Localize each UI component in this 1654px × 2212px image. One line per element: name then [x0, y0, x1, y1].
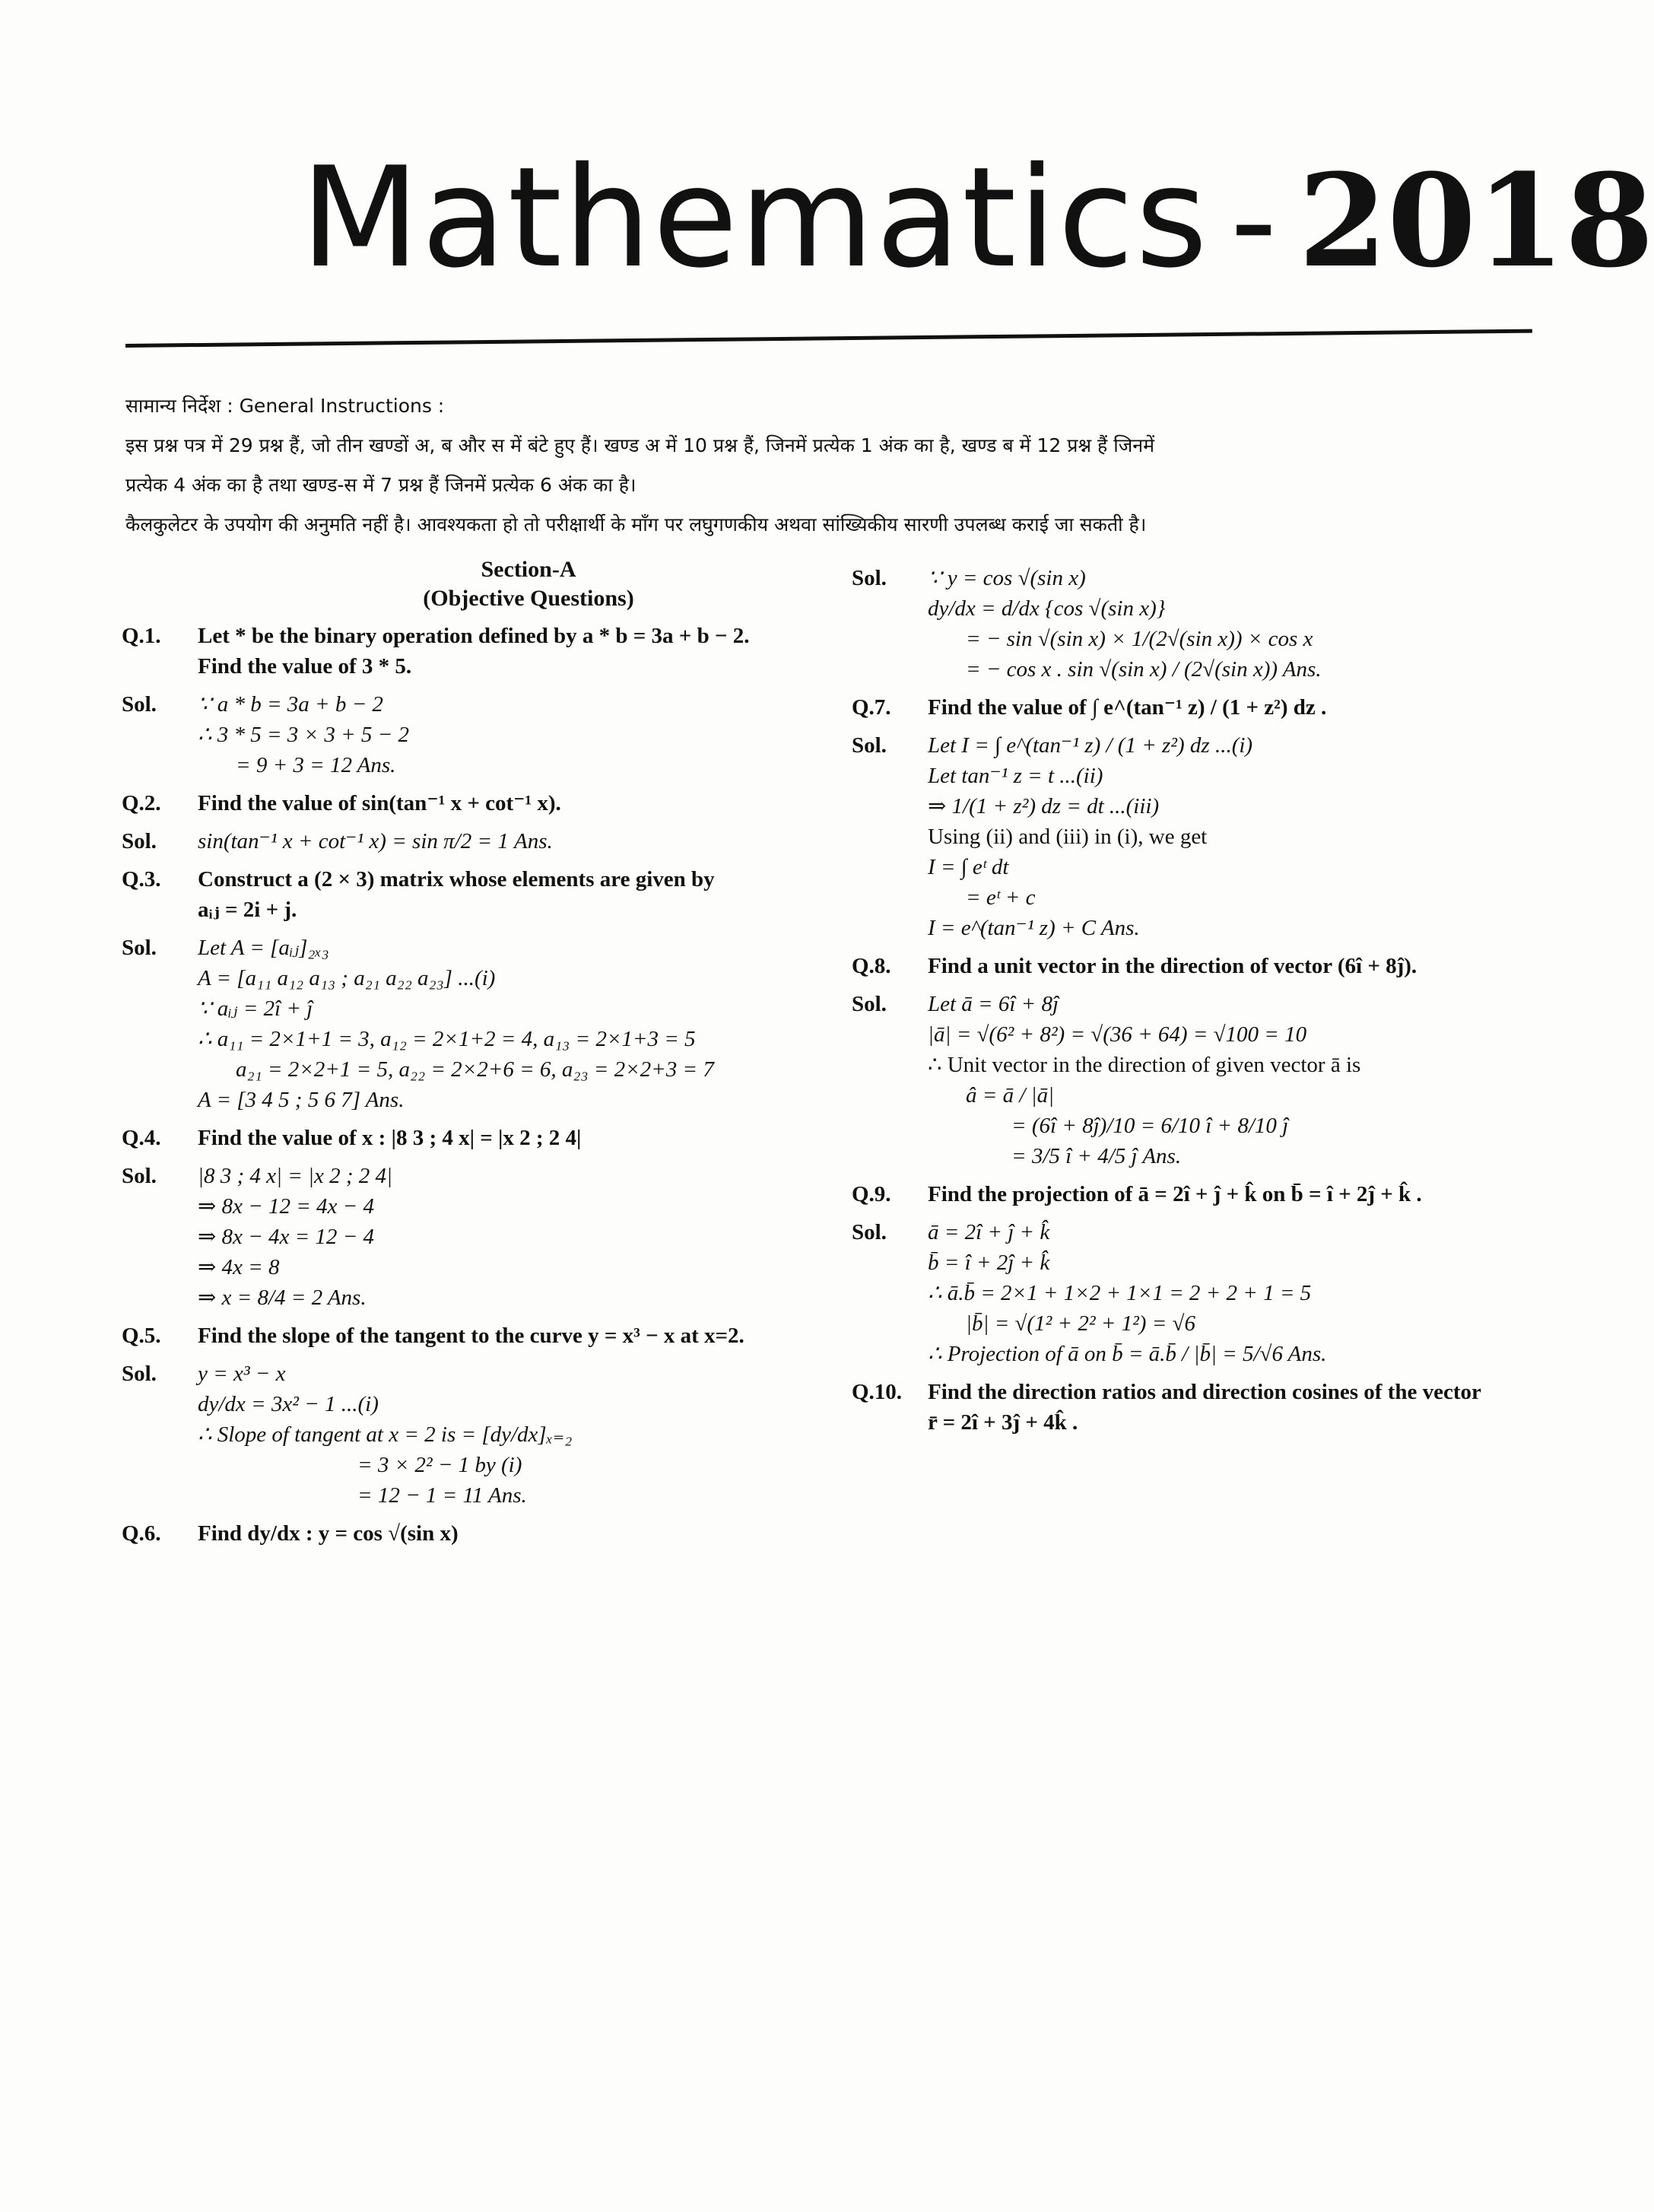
solution-step: ∴ Slope of tangent at x = 2 is = [dy/dx]ₓ₌₂	[198, 1422, 573, 1447]
solution-label: Sol.	[852, 992, 887, 1016]
solution-label: Sol.	[122, 692, 157, 717]
solution-step: |ā| = √(6² + 8²) = √(36 + 64) = √100 = 10	[928, 1022, 1307, 1047]
solution-step: Let ā = 6î + 8ĵ	[928, 992, 1059, 1016]
solution-6	[852, 563, 1559, 685]
question-label: Q.5.	[122, 1324, 161, 1348]
solution-9	[852, 1217, 1559, 1369]
solution-step: ∵ aᵢⱼ = 2î + ĵ	[198, 996, 313, 1021]
solution-2	[122, 826, 852, 857]
solution-7	[852, 730, 1559, 943]
solution-step: = (6î + 8ĵ)/10 = 6/10 î + 8/10 ĵ	[1011, 1114, 1289, 1138]
solution-step: ∴ a₁₁ = 2×1+1 = 3, a₁₂ = 2×1+2 = 4, a₁₃ = 2×1+3 = 5	[198, 1027, 696, 1051]
solution-step: ⇒ 8x − 12 = 4x − 4	[198, 1194, 374, 1219]
solution-step: Let A = [aᵢⱼ]₂ₓ₃	[198, 936, 329, 960]
solution-step: b̄ = î + 2ĵ + k̂	[928, 1251, 1050, 1275]
solution-step: ⇒ 8x − 4x = 12 − 4	[198, 1225, 374, 1249]
solution-step: = − sin √(sin x) × 1/(2√(sin x)) × cos x	[966, 627, 1313, 651]
question-8	[852, 951, 1559, 981]
solution-step: ∴ Projection of ā on b̄ = ā.b̄ / |b̄| = 5/√6 Ans.	[928, 1342, 1327, 1366]
solution-step: A = [a₁₁ a₁₂ a₁₃ ; a₂₁ a₂₂ a₂₃] ...(i)	[198, 966, 496, 990]
solution-step: = − cos x . sin √(sin x) / (2√(sin x)) Ans.	[966, 657, 1322, 682]
question-text: r̄ = 2î + 3ĵ + 4k̂ .	[928, 1410, 1078, 1435]
solution-step: ∴ ā.b̄ = 2×1 + 1×2 + 1×1 = 2 + 2 + 1 = 5	[928, 1281, 1312, 1305]
question-4	[122, 1123, 852, 1153]
solution-step: ∵ y = cos √(sin x)	[928, 566, 1086, 590]
solution-step: ∵ a * b = 3a + b − 2	[198, 692, 383, 717]
question-text: Find a unit vector in the direction of vector (6î + 8ĵ).	[928, 954, 1417, 978]
question-text: Find dy/dx : y = cos √(sin x)	[198, 1521, 459, 1546]
solution-label: Sol.	[122, 1362, 157, 1386]
question-text: Let * be the binary operation defined by a * b = 3a + b − 2.	[198, 624, 750, 648]
question-label: Q.1.	[122, 624, 161, 648]
solution-label: Sol.	[852, 733, 887, 758]
solution-step: = 3/5 î + 4/5 ĵ Ans.	[1011, 1144, 1182, 1168]
solution-1	[122, 689, 852, 780]
question-7	[852, 692, 1559, 723]
question-label: Q.10.	[852, 1380, 903, 1404]
solution-step: ∴ Unit vector in the direction of given vector ā is	[928, 1053, 1361, 1077]
solution-step: |b̄| = √(1² + 2² + 1²) = √6	[966, 1311, 1195, 1336]
question-text: Find the value of sin(tan⁻¹ x + cot⁻¹ x).	[198, 791, 561, 815]
instructions-heading: सामान्य निर्देश : General Instructions :	[125, 395, 445, 417]
solution-step: = eᵗ + c	[966, 885, 1036, 910]
solution-step: ⇒ x = 8/4 = 2 Ans.	[198, 1286, 367, 1310]
page-title	[300, 137, 1654, 323]
solution-step: ⇒ 4x = 8	[198, 1255, 280, 1279]
solution-step: dy/dx = 3x² − 1 ...(i)	[198, 1392, 379, 1416]
solution-step: Using (ii) and (iii) in (i), we get	[928, 825, 1208, 849]
general-instructions	[125, 386, 1555, 545]
solution-step: sin(tan⁻¹ x + cot⁻¹ x) = sin π/2 = 1 Ans.	[198, 829, 553, 853]
solution-4	[122, 1161, 852, 1313]
solution-step: I = ∫ eᵗ dt	[928, 855, 1009, 879]
question-2	[122, 788, 852, 818]
solution-8	[852, 989, 1559, 1171]
instruction-line: इस प्रश्न पत्र में 29 प्रश्न हैं, जो तीन खण्डों अ, ब और स में बंटे हुए हैं। खण्ड अ में 10 प्रश्न हैं, जिनमें प्रत्येक 1 अंक का है, खण्ड ब में 12 प्रश्न हैं जिनमें	[125, 434, 1155, 456]
solution-step: ∴ 3 * 5 = 3 × 3 + 5 − 2	[198, 723, 409, 747]
question-6	[122, 1518, 852, 1549]
question-5	[122, 1321, 852, 1351]
solution-step: = 9 + 3 = 12 Ans.	[236, 753, 396, 777]
solution-step: = 12 − 1 = 11 Ans.	[357, 1483, 527, 1508]
question-text: Find the value of x : |8 3 ; 4 x| = |x 2 ; 2 4|	[198, 1126, 582, 1150]
solution-step: I = e^(tan⁻¹ z) + C Ans.	[928, 916, 1140, 940]
solution-label: Sol.	[852, 1220, 887, 1244]
instruction-line: प्रत्येक 4 अंक का है तथा खण्ड-स में 7 प्रश्न हैं जिनमें प्रत्येक 6 अंक का है।	[125, 474, 637, 496]
solution-step: A = [3 4 5 ; 5 6 7] Ans.	[198, 1088, 405, 1112]
question-3	[122, 864, 852, 925]
question-label: Q.3.	[122, 867, 161, 891]
solution-step: â = ā / |ā|	[966, 1083, 1055, 1108]
title-word: Mathematics	[300, 137, 1209, 298]
question-text: Find the slope of the tangent to the curve y = x³ − x at x=2.	[198, 1324, 744, 1348]
left-column	[122, 555, 852, 1549]
question-text: Construct a (2 × 3) matrix whose elements are given by	[198, 867, 715, 891]
solution-step: = 3 × 2² − 1 by (i)	[357, 1453, 522, 1477]
title-dash: -	[1230, 146, 1278, 297]
question-text: Find the direction ratios and direction cosines of the vector	[928, 1380, 1481, 1404]
solution-label: Sol.	[122, 936, 157, 960]
solution-5	[122, 1359, 852, 1511]
solution-step: Let I = ∫ e^(tan⁻¹ z) / (1 + z²) dz ...(i)	[928, 733, 1253, 758]
solution-label: Sol.	[122, 829, 157, 853]
question-text: Find the value of 3 * 5.	[198, 654, 412, 679]
question-9	[852, 1179, 1559, 1209]
solution-label: Sol.	[122, 1164, 157, 1188]
question-label: Q.7.	[852, 695, 891, 720]
question-text: Find the value of ∫ e^(tan⁻¹ z) / (1 + z²) dz .	[928, 695, 1327, 720]
section-title: Section-A	[481, 557, 576, 582]
solution-label: Sol.	[852, 566, 887, 590]
solution-step: |8 3 ; 4 x| = |x 2 ; 2 4|	[198, 1164, 393, 1188]
solution-step: y = x³ − x	[198, 1362, 286, 1386]
question-label: Q.4.	[122, 1126, 161, 1150]
question-label: Q.9.	[852, 1182, 891, 1206]
question-10	[852, 1377, 1559, 1438]
question-label: Q.6.	[122, 1521, 161, 1546]
solution-step: Let tan⁻¹ z = t ...(ii)	[928, 764, 1103, 788]
title-underline	[125, 329, 1532, 348]
question-label: Q.2.	[122, 791, 161, 815]
instruction-line: कैलकुलेटर के उपयोग की अनुमति नहीं है। आवश्यकता हो तो परीक्षार्थी के माँग पर लघुगणकीय अथवा सांख्यिकीय सारणी उपलब्ध कराई जा सकती है।	[125, 513, 1147, 536]
section-subtitle: (Objective Questions)	[423, 586, 634, 611]
solution-step: a₂₁ = 2×2+1 = 5, a₂₂ = 2×2+6 = 6, a₂₃ = 2×2+3 = 7	[236, 1057, 714, 1082]
question-1	[122, 621, 852, 682]
solution-step: dy/dx = d/dx {cos √(sin x)}	[928, 596, 1166, 621]
question-text: aᵢⱼ = 2i + j.	[198, 898, 297, 922]
question-label: Q.8.	[852, 954, 891, 978]
solution-step: ⇒ 1/(1 + z²) dz = dt ...(iii)	[928, 794, 1160, 818]
solution-step: ā = 2î + ĵ + k̂	[928, 1220, 1050, 1244]
title-year: 2018	[1298, 145, 1654, 296]
question-text: Find the projection of ā = 2î + ĵ + k̂ on b̄ = î + 2ĵ + k̂ .	[928, 1182, 1422, 1206]
right-column	[852, 555, 1559, 1438]
solution-3	[122, 933, 852, 1115]
